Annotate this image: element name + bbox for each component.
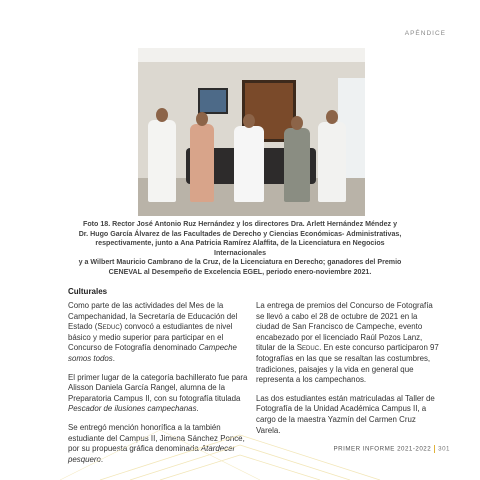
seduc-abbr: Seduc [296, 343, 320, 353]
photo-person-4-head [291, 116, 303, 130]
caption-line: respectivamente, junto a Ana Patricia Ramírez Alaffita, de la Licenciatura en Negocios Internacionales [95, 239, 385, 257]
section-title: Culturales [68, 287, 108, 296]
paragraph: La entrega de premios del Concurso de Fotografía se llevó a cabo el 28 de octubre de 2021 en la ciudad de San Francisco de Campeche, evento encabezado por el licenciado Raúl Pozos Lanz, titular de la Seduc. En este concurso participaron 97 fotografías en las que se resaltan las costumbres, tradiciones, paisajes y la vida en general que representa a los campechanos. [256, 301, 439, 385]
photo-person-1-head [156, 108, 168, 122]
photo-person-1 [148, 120, 176, 202]
photo-person-3-head [243, 114, 255, 128]
contest-title: Campeche somos todos [68, 343, 237, 363]
footer-label: PRIMER INFORME 2021-2022 [333, 445, 432, 453]
caption-line: y a Wilbert Mauricio Cambrano de la Cruz, de la Licenciatura en Derecho; ganadores del Premio [78, 258, 402, 266]
right-column [256, 301, 442, 444]
page-footer [334, 445, 450, 453]
photo-person-5-head [326, 110, 338, 124]
photo-caption [70, 220, 410, 277]
paragraph: Se entregó mención honorífica a la también estudiante del Campus II, Jimena Sánchez Ponce, por su propuesta gráfica denominada Atardecer pesquero. [68, 422, 245, 464]
paragraph: Como parte de las actividades del Mes de la Campechanidad, la Secretaría de Educación del Estado (Seduc) convocó a estudiantes de nivel básico y medio superior para participar en el Concurso de Fotografía denominado Campeche somos todos. [68, 301, 238, 363]
caption-line: Foto 18. Rector José Antonio Ruz Hernández y los directores Dra. Arlett Hernández Méndez y [82, 220, 398, 228]
event-photo [138, 48, 365, 216]
photo-person-4 [284, 128, 310, 202]
footer-divider [434, 445, 435, 453]
photo-small-painting [198, 88, 228, 114]
photo-person-5 [318, 122, 346, 202]
photo-person-3 [234, 126, 264, 202]
left-column [68, 301, 254, 473]
photo-ceiling [138, 48, 365, 62]
section-header-label: APÉNDICE [404, 30, 446, 37]
photo-title: Pescador de ilusiones campechanas [68, 404, 197, 414]
caption-line: Dr. Hugo García Álvarez de las Facultades de Derecho y Ciencias Económicas- Administrativas, [78, 229, 402, 238]
proposal-title: Atardecer pesquero [68, 444, 236, 464]
caption-line: CENEVAL al Desempeño de Excelencia EGEL, periodo enero-noviembre 2021. [108, 267, 372, 276]
photo-person-2 [190, 124, 214, 202]
paragraph: Las dos estudiantes están matriculadas al Taller de Fotografía de la Unidad Académica Campus II, a cargo de la maestra Yazmín del Carmen Cruz Varela. [256, 393, 435, 435]
paragraph: El primer lugar de la categoría bachillerato fue para Alisson Daniela García Rangel, alumna de la Preparatoria Campus II, con su fotografía titulada Pescador de ilusiones campechanas. [68, 372, 248, 414]
page-number: 301 [438, 445, 450, 453]
photo-person-2-head [196, 112, 208, 126]
seduc-abbr: Seduc [97, 322, 120, 332]
